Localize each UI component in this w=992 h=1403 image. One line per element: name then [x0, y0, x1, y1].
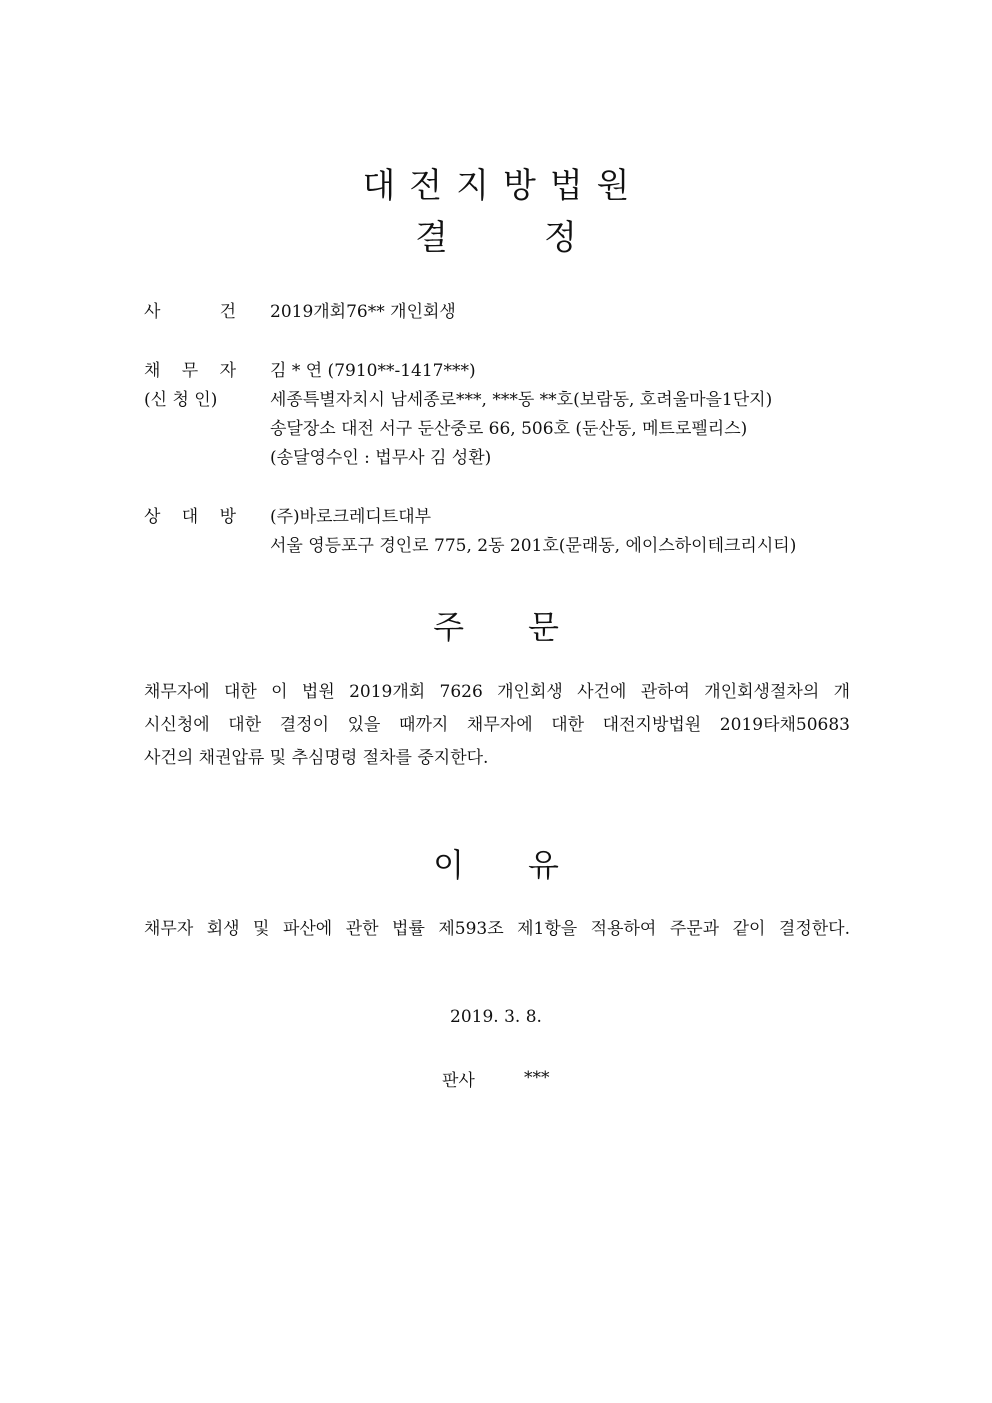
reason-text [144, 913, 850, 946]
judge-title: 판사 [442, 1071, 475, 1091]
debtor-label-char-3: 자 [219, 361, 236, 381]
debtor-label [144, 356, 236, 381]
opponent-name: (주)바로크레디트대부 [270, 507, 432, 527]
document-type [0, 210, 992, 259]
document-type-char-1: 결 [415, 218, 448, 258]
court-name: 대전지방법원 [362, 166, 644, 206]
debtor-name: 김 * 연 (7910**-1417***) [270, 361, 476, 381]
reason-title-char-2: 유 [528, 846, 559, 884]
opponent-address: 서울 영등포구 경인로 775, 2동 201호(문래동, 에이스하이테크리시티) [270, 536, 797, 556]
opponent-label [144, 502, 236, 527]
order-line-1: 채무자에 대한 이 법원 2019개회 7626 개인회생 사건에 관하여 개인회생절차의 개 [144, 682, 850, 702]
applicant-label: (신 청 인) [144, 390, 218, 410]
debtor-label-char-2: 무 [181, 361, 199, 381]
debtor-address: 세종특별자치시 남세종로***, ***동 **호(보람동, 호려울마을1단지) [270, 390, 773, 410]
delivery-address: 송달장소 대전 서구 둔산중로 66, 506호 (둔산동, 메트로펠리스) [270, 419, 748, 439]
judge-name: *** [524, 1068, 550, 1088]
opponent-label-char-2: 대 [181, 507, 199, 527]
debtor-label-char-1: 채 [144, 361, 161, 381]
order-text [144, 676, 850, 775]
order-title [0, 602, 992, 648]
case-number: 2019개회76** 개인회생 [270, 302, 456, 322]
reason-title-char-1: 이 [433, 846, 464, 884]
case-label-char-2: 건 [219, 302, 236, 322]
order-line-3: 사건의 채권압류 및 추심명령 절차를 중지한다. [144, 748, 489, 768]
reason-line: 채무자 회생 및 파산에 관한 법률 제593조 제1항을 적용하여 주문과 같이 결정한다. [144, 919, 850, 939]
document-type-char-2: 정 [544, 218, 577, 258]
opponent-label-char-1: 상 [144, 507, 161, 527]
reason-title [0, 840, 992, 886]
order-title-char-1: 주 [433, 608, 464, 646]
decision-date: 2019. 3. 8. [450, 1007, 542, 1027]
opponent-label-char-3: 방 [219, 507, 236, 527]
order-title-char-2: 문 [528, 608, 559, 646]
case-label-char-1: 사 [144, 302, 161, 322]
case-label [144, 297, 236, 322]
order-line-2: 시신청에 대한 결정이 있을 때까지 채무자에 대한 대전지방법원 2019타채50683 [144, 715, 850, 735]
delivery-agent: (송달영수인 : 법무사 김 성환) [270, 448, 492, 468]
